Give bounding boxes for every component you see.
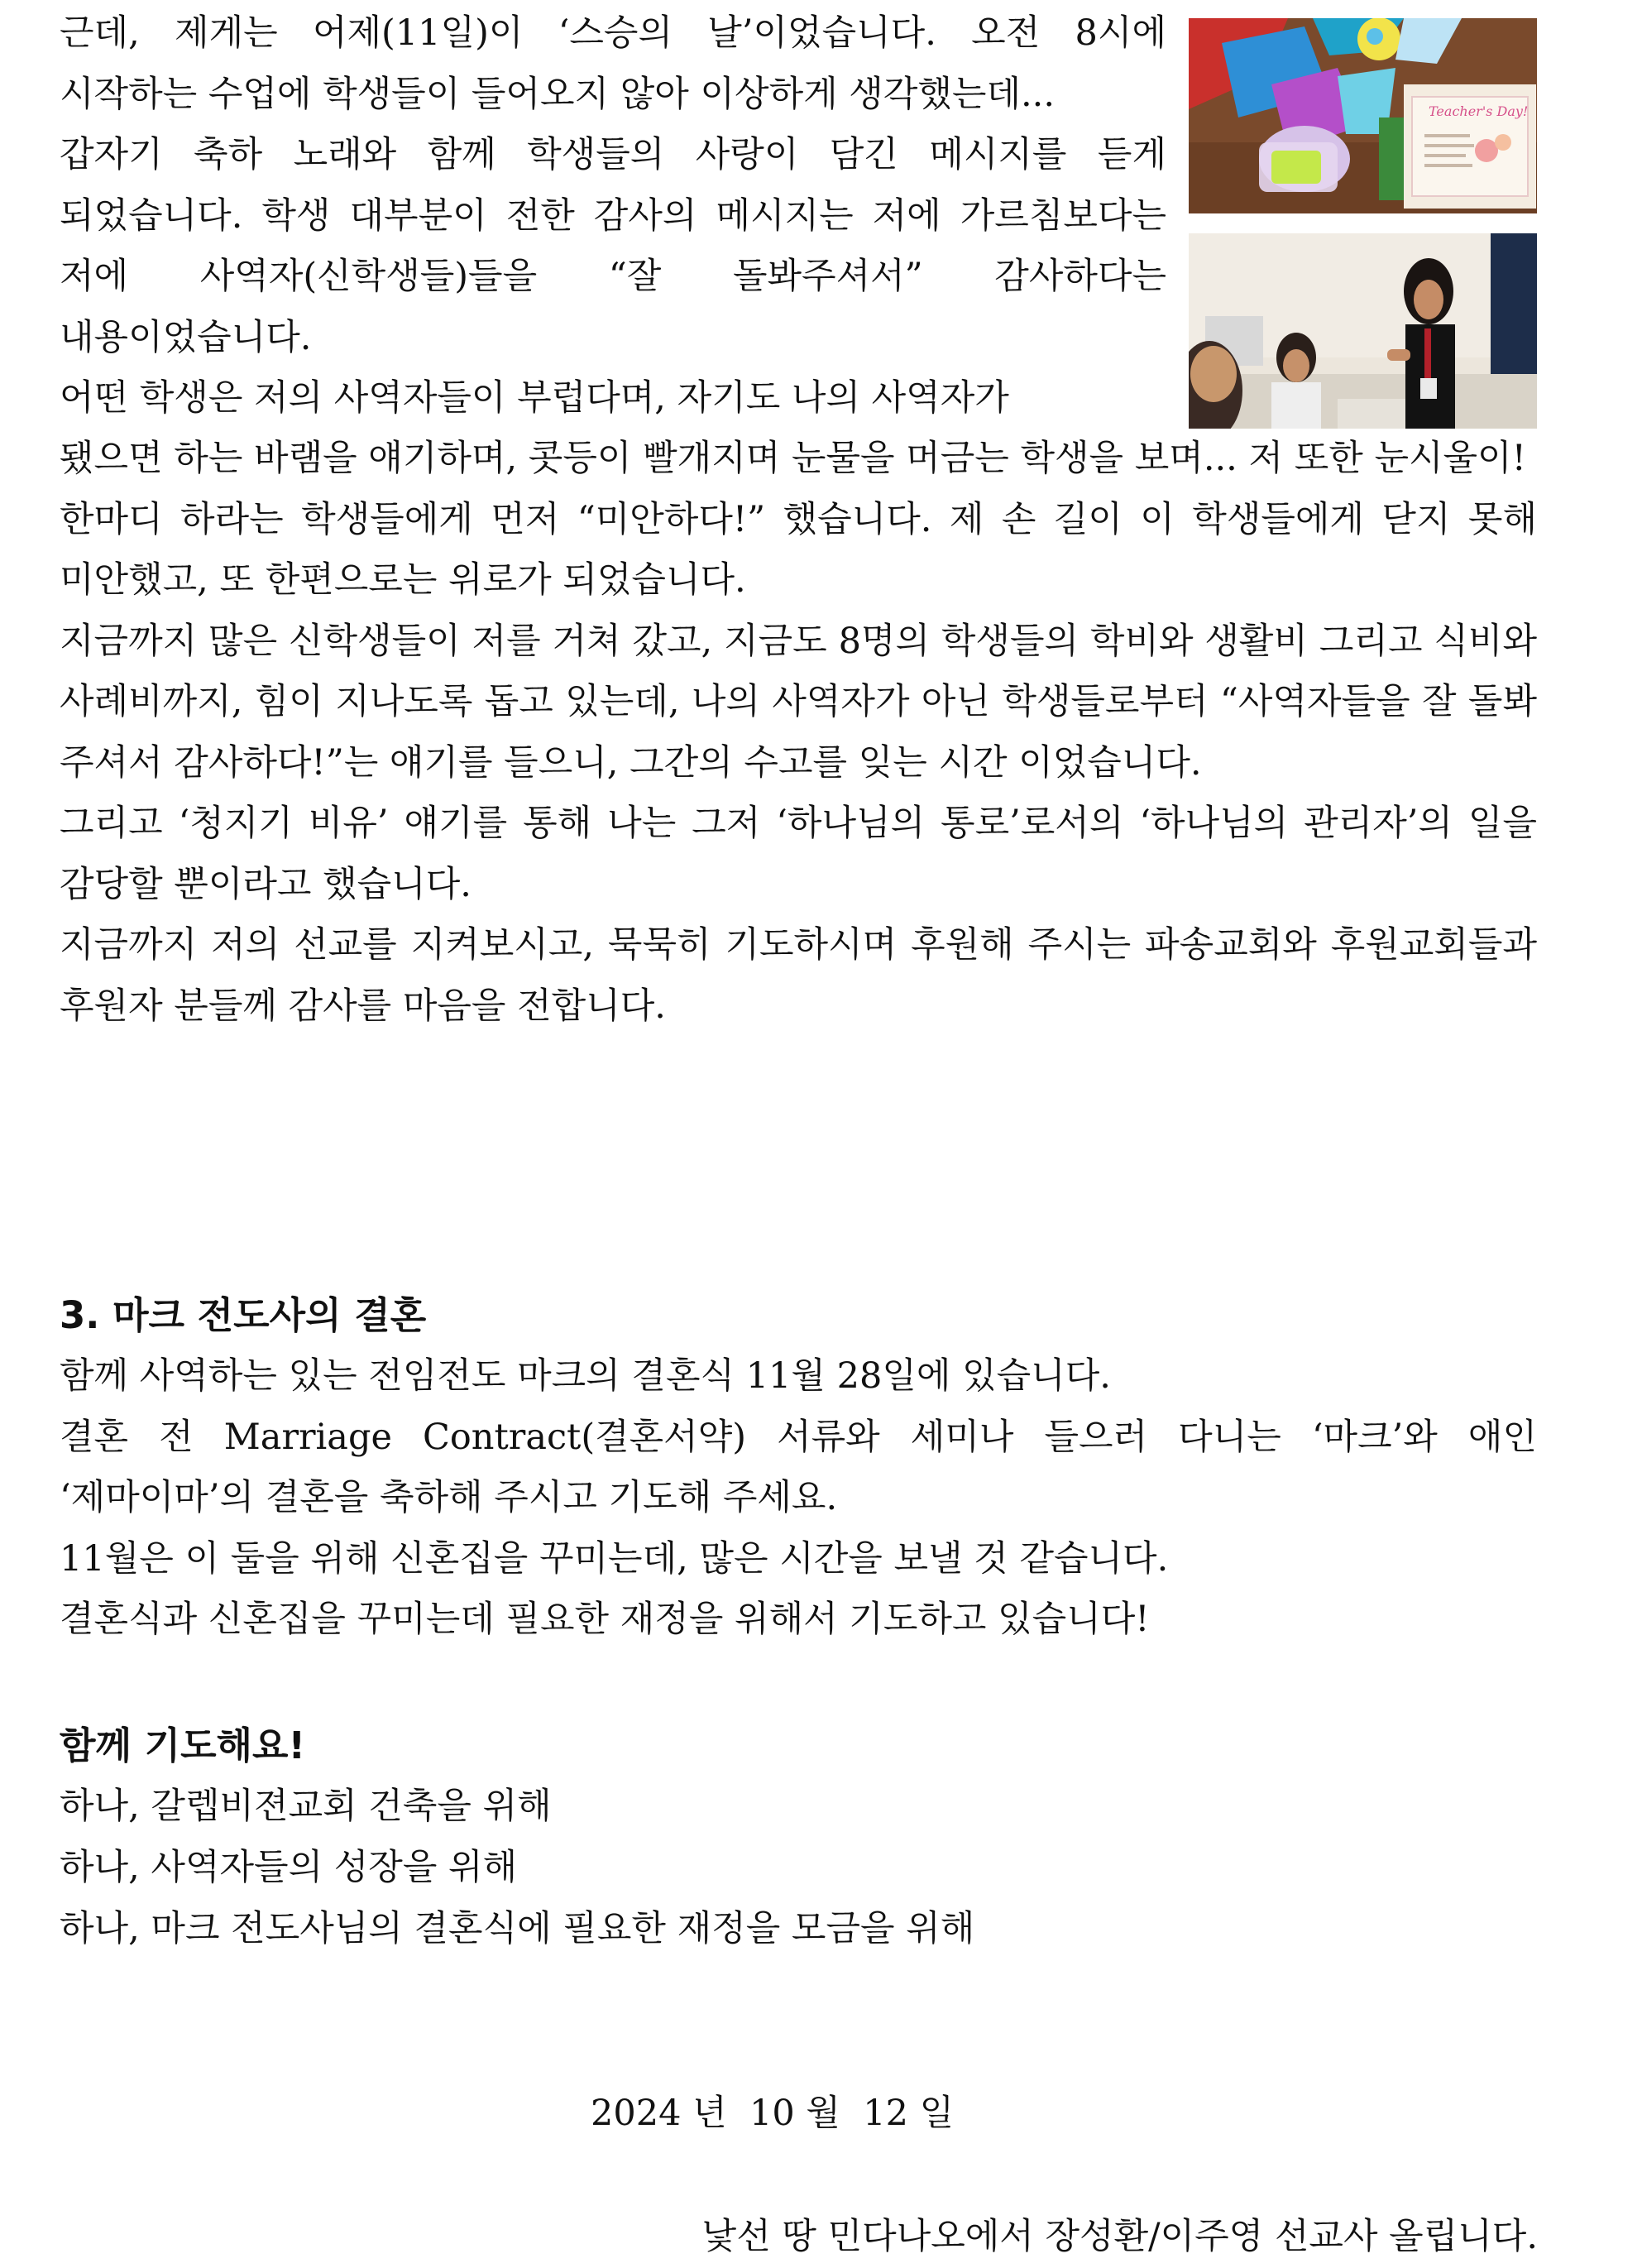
paragraph-sorry: 한마디 하라는 학생들에게 먼저 “미안하다!” 했습니다. 제 손 길이 이 학생들에게 닫지 못해 미안했고, 또 한편으로는 위로가 되었습니다. xyxy=(60,498,1537,601)
classroom-photo xyxy=(1189,233,1537,429)
paragraph-steward: 그리고 ‘청지기 비유’ 얘기를 통해 나는 그저 ‘하나님의 통로’로서의 ‘하나님의 관리자’의 일을 감당할 뿐이라고 했습니다. xyxy=(60,803,1537,905)
letter-date: 2024 년 10 월 12 일 xyxy=(591,2093,955,2134)
prayer-item-3: 하나, 마크 전도사님의 결혼식에 필요한 재정을 모금을 위해 xyxy=(60,1908,975,1949)
intro-line-3: 어떤 학생은 저의 사역자들이 부럽다며, 자기도 나의 사역자가 xyxy=(60,377,1009,419)
intro-paragraph xyxy=(60,3,1166,429)
section3-line-2: 결혼 전 Marriage Contract(결혼서약) 서류와 세미나 들으러 다니는 ‘마크’와 애인 ‘제마이마’의 결혼을 축하해 주시고 기도해 주세요. xyxy=(60,1416,1537,1518)
section3-line-3: 11월은 이 둘을 위해 신혼집을 꾸미는데, 많은 시간을 보낼 것 같습니다. xyxy=(60,1537,1169,1580)
section3-line-4: 결혼식과 신혼집을 꾸미는데 필요한 재정을 위해서 기도하고 있습니다! xyxy=(60,1599,1150,1640)
section3-body xyxy=(60,1346,1537,1651)
paragraph-students: 지금까지 많은 신학생들이 저를 거쳐 갔고, 지금도 8명의 학생들의 학비와 생활비 그리고 식비와 사례비까지, 힘이 지나도록 돕고 있는데, 나의 사역자가 아닌 학생들로부터 “사역자들을 잘 돌봐 주셔서 감사하다!”는 얘기를 들으니, 그간의 수고를 잊는 시간 이었습니다. xyxy=(60,620,1537,784)
section3-heading: 3. 마크 전도사의 결혼 xyxy=(60,1293,427,1337)
gifts-photo xyxy=(1189,18,1537,213)
paragraph-tears: 됐으면 하는 바램을 얘기하며, 콧등이 빨개지며 눈물을 머금는 학생을 보며... 저 또한 눈시울이! xyxy=(60,438,1526,479)
continued-paragraphs xyxy=(60,429,1537,1037)
prayer-item-1: 하나, 갈렙비젼교회 건축을 위해 xyxy=(60,1786,552,1827)
prayer-item-2: 하나, 사역자들의 성장을 위해 xyxy=(60,1847,518,1888)
section3-line-1: 함께 사역하는 있는 전임전도 마크의 결혼식 11월 28일에 있습니다. xyxy=(60,1355,1111,1397)
intro-line-2: 갑자기 축하 노래와 함께 학생들의 사랑이 담긴 메시지를 듣게 되었습니다. 학생 대부분이 전한 감사의 메시지는 저에 가르침보다는 저에 사역자(신학생들)들을 “잘 돌봐주셔서” 감사하다는 내용이었습니다. xyxy=(60,134,1166,358)
gift-card-text: Teacher's Day! xyxy=(1429,103,1529,119)
paragraph-thanks: 지금까지 저의 선교를 지켜보시고, 묵묵히 기도하시며 후원해 주시는 파송교회와 후원교회들과 후원자 분들께 감사를 마음을 전합니다. xyxy=(60,924,1537,1027)
letter-signature: 낯선 땅 민다나오에서 장성환/이주영 선교사 올립니다. xyxy=(701,2216,1538,2257)
intro-line-1: 근데, 제게는 어제(11일)이 ‘스승의 날’이었습니다. 오전 8시에 시작하는 수업에 학생들이 들어오지 않아 이상하게 생각했는데... xyxy=(60,12,1166,115)
prayer-heading: 함께 기도해요! xyxy=(60,1724,306,1767)
